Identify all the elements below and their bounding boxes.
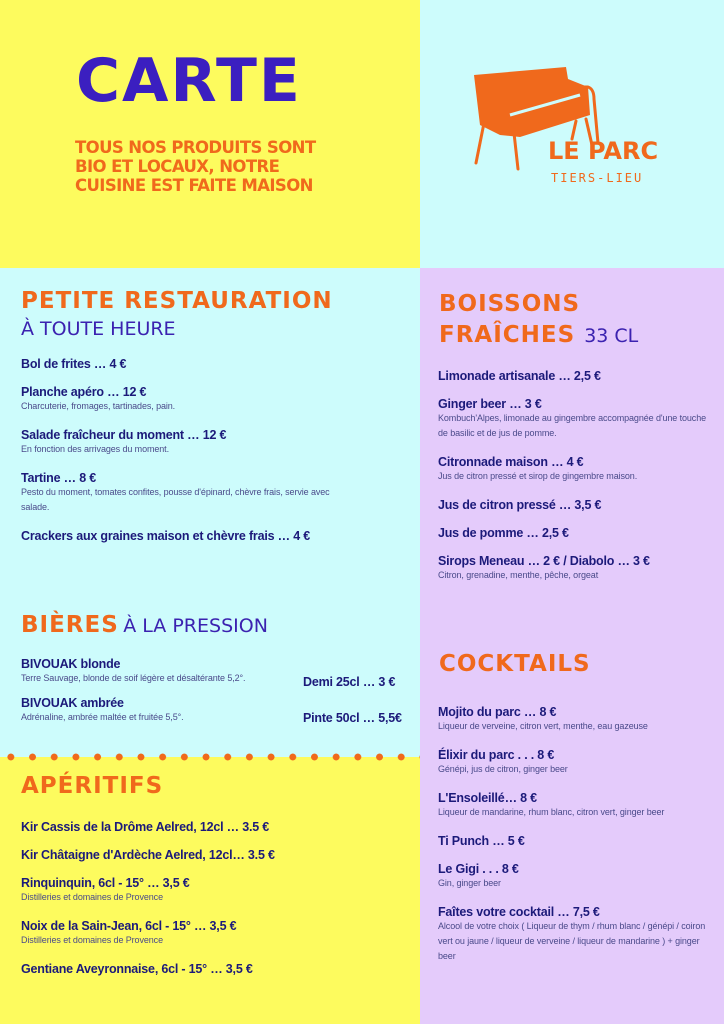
menu-item bbox=[21, 962, 401, 976]
item-name: Élixir du parc . . . 8 € bbox=[438, 748, 555, 762]
petite-list bbox=[21, 357, 341, 557]
menu-item bbox=[21, 428, 341, 457]
menu-item bbox=[21, 471, 341, 515]
menu-item bbox=[438, 498, 708, 512]
boissons-title bbox=[439, 289, 638, 352]
item-name: Planche apéro … 12 € bbox=[21, 385, 147, 399]
cocktails-list bbox=[438, 705, 713, 978]
menu-item bbox=[21, 357, 341, 371]
menu-item bbox=[21, 848, 401, 862]
item-name: Jus de pomme … 2,5 € bbox=[438, 526, 569, 540]
item-name: Le Gigi . . . 8 € bbox=[438, 862, 519, 876]
item-name: Sirops Meneau … 2 € / Diabolo … 3 € bbox=[438, 554, 650, 568]
logo-name: LE PARC bbox=[548, 137, 659, 165]
petite-title: PETITE RESTAURATION bbox=[21, 288, 333, 314]
menu-item bbox=[438, 748, 713, 777]
item-description: Pesto du moment, tomates confites, pousse d'épinard, chèvre frais, servie avec salade. bbox=[21, 487, 330, 512]
item-name: Citronnade maison … 4 € bbox=[438, 455, 584, 469]
item-name: BIVOUAK ambrée bbox=[21, 696, 124, 710]
menu-item bbox=[21, 820, 401, 834]
item-name: BIVOUAK blonde bbox=[21, 657, 121, 671]
aperitifs-title: APÉRITIFS bbox=[21, 773, 164, 799]
item-description: Jus de citron pressé et sirop de gingembre maison. bbox=[438, 471, 638, 481]
item-name: Ti Punch … 5 € bbox=[438, 834, 525, 848]
item-description: Citron, grenadine, menthe, pêche, orgeat bbox=[438, 570, 599, 580]
menu-item bbox=[438, 862, 713, 891]
bieres-title: BIÈRES bbox=[21, 612, 119, 638]
menu-item bbox=[438, 526, 708, 540]
item-description: Gin, ginger beer bbox=[438, 878, 501, 888]
menu-item bbox=[21, 385, 341, 414]
bieres-subtitle: À LA PRESSION bbox=[123, 615, 268, 637]
tagline-line: CUISINE EST FAITE MAISON bbox=[75, 176, 313, 195]
boissons-subtitle: 33 CL bbox=[584, 325, 639, 347]
cocktails-title: COCKTAILS bbox=[439, 651, 591, 677]
bieres-list bbox=[21, 657, 291, 735]
item-name: Ginger beer … 3 € bbox=[438, 397, 542, 411]
header-panel bbox=[0, 0, 420, 268]
menu-item bbox=[438, 554, 708, 583]
item-name: Faîtes votre cocktail … 7,5 € bbox=[438, 905, 600, 919]
menu-item bbox=[438, 705, 713, 734]
item-name: Jus de citron pressé … 3,5 € bbox=[438, 498, 602, 512]
beer-size: Pinte 50cl … 5,5€ bbox=[303, 711, 402, 725]
item-name: L'Ensoleillé… 8 € bbox=[438, 791, 537, 805]
item-description: Alcool de votre choix ( Liqueur de thym / rhum blanc / génépi / coiron vert ou jaune / liqueur de verveine / liqueur de mandarine ) + ginger beer bbox=[438, 921, 706, 961]
item-name: Tartine … 8 € bbox=[21, 471, 96, 485]
item-description: En fonction des arrivages du moment. bbox=[21, 444, 169, 454]
item-name: Crackers aux graines maison et chèvre frais … 4 € bbox=[21, 529, 310, 543]
item-description: Distilleries et domaines de Provence bbox=[21, 935, 163, 945]
item-description: Charcuterie, fromages, tartinades, pain. bbox=[21, 401, 176, 411]
boissons-list bbox=[438, 369, 708, 597]
aperitifs-list bbox=[21, 820, 401, 990]
menu-item bbox=[21, 529, 341, 543]
item-description: Liqueur de mandarine, rhum blanc, citron vert, ginger beer bbox=[438, 807, 665, 817]
item-name: Limonade artisanale … 2,5 € bbox=[438, 369, 601, 383]
item-name: Kir Châtaigne d'Ardèche Aelred, 12cl… 3.5 € bbox=[21, 848, 275, 862]
menu-item bbox=[438, 905, 713, 964]
tagline-line: TOUS NOS PRODUITS SONT bbox=[75, 138, 316, 157]
bieres-heading bbox=[21, 612, 268, 638]
item-name: Mojito du parc … 8 € bbox=[438, 705, 557, 719]
logo-subtitle: TIERS-LIEU bbox=[551, 171, 644, 185]
menu-item bbox=[21, 876, 401, 905]
item-name: Gentiane Aveyronnaise, 6cl - 15° … 3,5 € bbox=[21, 962, 253, 976]
menu-item bbox=[21, 657, 291, 686]
beer-size: Demi 25cl … 3 € bbox=[303, 675, 396, 689]
item-description: Distilleries et domaines de Provence bbox=[21, 892, 163, 902]
boissons-title-line: FRAÎCHES bbox=[439, 322, 576, 348]
menu-item bbox=[438, 791, 713, 820]
item-description: Liqueur de verveine, citron vert, menthe, eau gazeuse bbox=[438, 721, 648, 731]
tagline bbox=[75, 138, 316, 195]
item-description: Adrénaline, ambrée maltée et fruitée 5,5°. bbox=[21, 712, 184, 722]
item-description: Génépi, jus de citron, ginger beer bbox=[438, 764, 568, 774]
menu-item bbox=[438, 834, 713, 848]
item-description: Kombuch'Alpes, limonade au gingembre accompagnée d'une touche de basilic et de jus de pomme. bbox=[438, 413, 707, 438]
petite-subtitle: À TOUTE HEURE bbox=[21, 318, 176, 340]
item-name: Rinquinquin, 6cl - 15° … 3,5 € bbox=[21, 876, 190, 890]
menu-item bbox=[438, 369, 708, 383]
dotted-divider bbox=[0, 753, 420, 761]
menu-item bbox=[21, 919, 401, 948]
tagline-line: BIO ET LOCAUX, NOTRE bbox=[75, 157, 280, 176]
menu-item bbox=[21, 696, 291, 725]
item-name: Kir Cassis de la Drôme Aelred, 12cl … 3.5 € bbox=[21, 820, 270, 834]
item-name: Noix de la Sain-Jean, 6cl - 15° … 3,5 € bbox=[21, 919, 237, 933]
item-name: Bol de frites … 4 € bbox=[21, 357, 127, 371]
item-name: Salade fraîcheur du moment … 12 € bbox=[21, 428, 227, 442]
page-title: CARTE bbox=[76, 46, 302, 116]
menu-item bbox=[438, 455, 708, 484]
item-description: Terre Sauvage, blonde de soif légère et désaltérante 5,2°. bbox=[21, 673, 246, 683]
menu-item bbox=[438, 397, 708, 441]
boissons-title-line: BOISSONS bbox=[439, 291, 581, 317]
